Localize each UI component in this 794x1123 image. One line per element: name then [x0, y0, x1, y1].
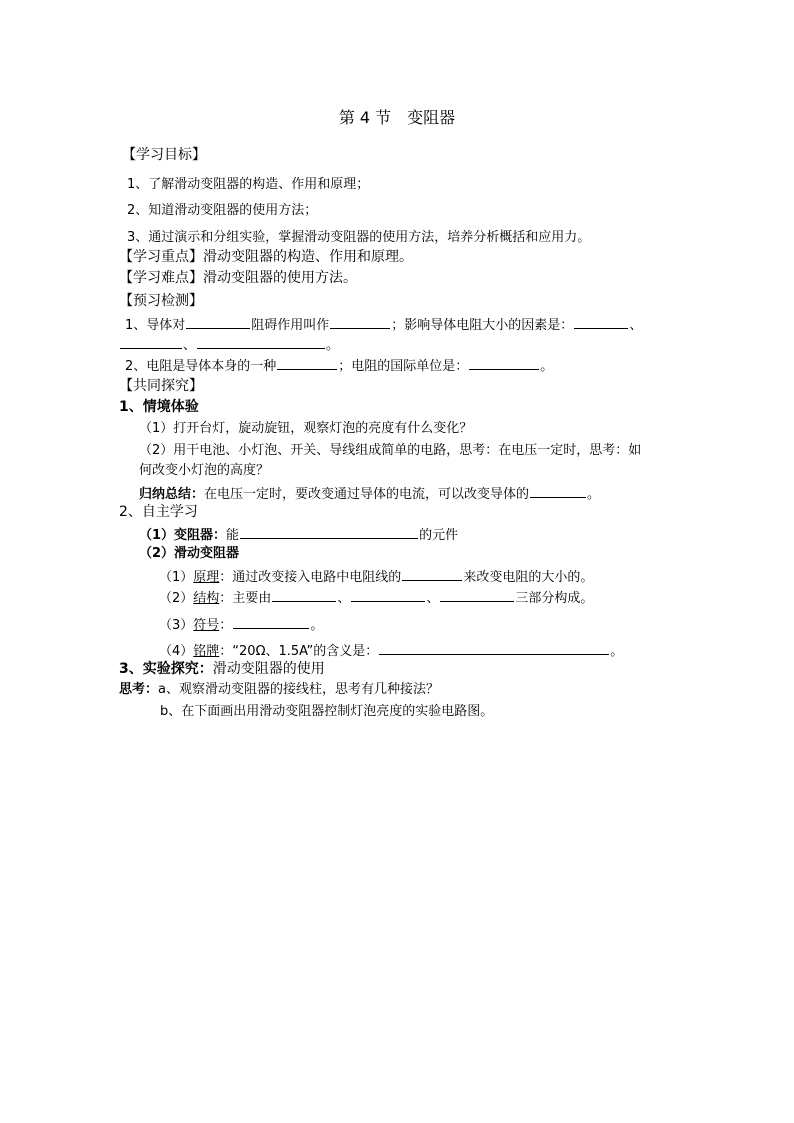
- symbol-line: （3）符号： 。: [159, 614, 323, 635]
- objectives-header: 【学习目标】: [122, 147, 206, 163]
- think-line-b: b、在下面画出用滑动变阻器控制灯泡亮度的实验电路图。: [160, 704, 494, 719]
- q1-blank-1[interactable]: [186, 314, 250, 329]
- difficulty-header: 【学习难点】: [119, 270, 203, 286]
- q2-blank-1[interactable]: [277, 355, 337, 370]
- nameplate-blank[interactable]: [379, 640, 609, 655]
- structure-blank-1[interactable]: [272, 587, 336, 602]
- preview-q1-line2: 、 。: [119, 334, 339, 355]
- section-2-header: 2、自主学习: [119, 504, 198, 520]
- section-2-item-a: （1）变阻器：能 的元件: [139, 524, 458, 545]
- key-point-header: 【学习重点】: [119, 249, 203, 265]
- page-title: 第 4 节 变阻器: [338, 108, 456, 127]
- structure-blank-3[interactable]: [440, 587, 514, 602]
- varistor-blank[interactable]: [240, 524, 418, 539]
- difficulty-text: 滑动变阻器的使用方法。: [203, 270, 357, 286]
- nameplate-line: （4）铭牌：“20Ω、1.5A”的含义是： 。: [159, 640, 623, 661]
- preview-q2: 2、电阻是导体本身的一种 ；电阻的国际单位是： 。: [125, 355, 553, 376]
- q1-blank-4[interactable]: [120, 334, 182, 349]
- preview-header: 【预习检测】: [119, 293, 203, 309]
- section-2-item-b: （2）滑动变阻器: [139, 546, 240, 561]
- key-point-text: 滑动变阻器的构造、作用和原理。: [203, 249, 413, 265]
- section-1-item-1: （1）打开台灯，旋动旋钮，观察灯泡的亮度有什么变化？: [139, 421, 473, 436]
- section-1-item-2-line-1: （2）用干电池、小灯泡、开关、导线组成简单的电路，思考：在电压一定时，思考：如: [139, 443, 642, 458]
- structure-line: （2）结构：主要由 、 、 三部分构成。: [159, 587, 593, 608]
- key-point-line: [119, 248, 413, 266]
- section-3-header: 3、实验探究：滑动变阻器的使用: [119, 661, 325, 677]
- section-1-header: 1、情境体验: [119, 399, 199, 415]
- explore-header: 【共同探究】: [119, 378, 203, 394]
- structure-blank-2[interactable]: [351, 587, 425, 602]
- summary-blank[interactable]: [530, 483, 586, 498]
- q1-blank-2[interactable]: [330, 314, 390, 329]
- objective-1: 1、了解滑动变阻器的构造、作用和原理；: [127, 177, 370, 192]
- objective-3: 3、通过演示和分组实验，掌握滑动变阻器的使用方法，培养分析概括和应用力。: [127, 230, 591, 245]
- think-line-a: 思考：a、观察滑动变阻器的接线柱，思考有几种接法？: [119, 682, 439, 697]
- q2-blank-2[interactable]: [469, 355, 539, 370]
- preview-q1-line1: 1、导体对 阻碍作用叫作 ；影响导体电阻大小的因素是： 、: [125, 314, 642, 335]
- principle-line: （1）原理：通过改变接入电路中电阻线的 来改变电阻的大小的。: [159, 566, 593, 587]
- difficulty-line: [119, 269, 357, 287]
- q1-blank-5[interactable]: [197, 334, 325, 349]
- section-1-summary: 归纳总结：在电压一定时，要改变通过导体的电流，可以改变导体的 。: [139, 483, 600, 504]
- q1-blank-3[interactable]: [574, 314, 628, 329]
- section-1-item-2-line-2: 何改变小灯泡的高度？: [139, 463, 270, 478]
- principle-blank[interactable]: [402, 566, 462, 581]
- objective-2: 2、知道滑动变阻器的使用方法；: [127, 203, 318, 218]
- symbol-blank[interactable]: [233, 614, 309, 629]
